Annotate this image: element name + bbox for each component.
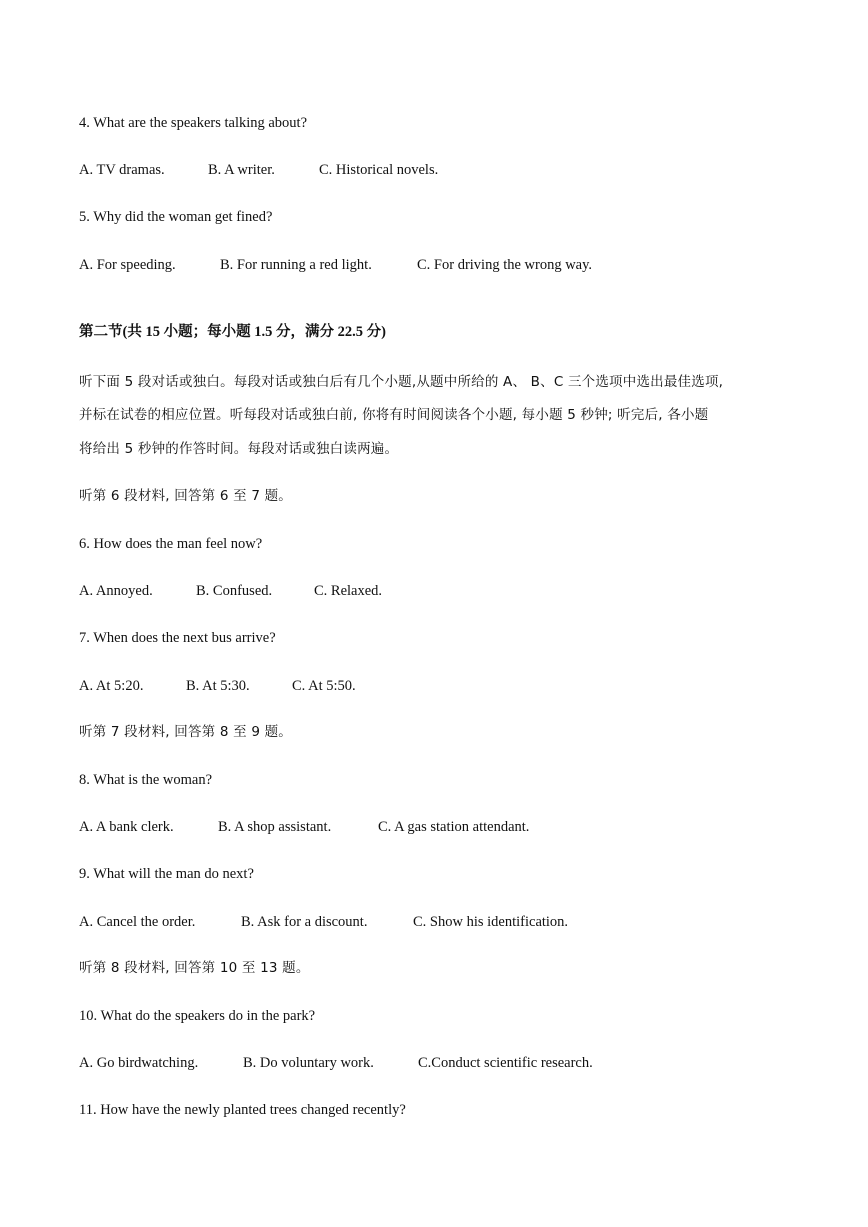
question-6-options [79,582,382,600]
option-a: A. Go birdwatching. [79,1055,199,1071]
option-b: B. Confused. [196,583,273,599]
instruction-line-2: 并标在试卷的相应位置。听每段对话或独白前, 你将有时间阅读各个小题, 每小题 5 秒钟; 听完后, 各小题 [79,407,709,423]
option-a: A. TV dramas. [79,162,165,178]
option-b: B. A writer. [208,162,275,178]
option-c: C.Conduct scientific research. [418,1055,593,1071]
option-b: B. A shop assistant. [218,819,332,835]
instruction-line-1: 听下面 5 段对话或独白。每段对话或独白后有几个小题,从题中所给的 A、 B、C 三个选项中选出最佳选项, [79,374,724,390]
option-c: C. Show his identification. [413,914,569,930]
option-a: A. For speeding. [79,257,176,273]
question-6: 6. How does the man feel now? [79,536,263,552]
question-9: 9. What will the man do next? [79,866,254,882]
question-9-options [79,913,568,931]
option-c: C. At 5:50. [292,678,356,694]
question-7: 7. When does the next bus arrive? [79,630,276,646]
option-a: A. Cancel the order. [79,914,196,930]
question-11: 11. How have the newly planted trees changed recently? [79,1102,406,1118]
section-title: 第二节(共 15 小题；每小题 1.5 分，满分 22.5 分) [79,324,386,340]
group-8-header: 听第 8 段材料, 回答第 10 至 13 题。 [79,960,310,976]
question-5-options [79,256,592,274]
option-b: B. Do voluntary work. [243,1055,374,1071]
option-b: B. Ask for a discount. [241,914,368,930]
option-b: B. For running a red light. [220,257,372,273]
question-4: 4. What are the speakers talking about? [79,115,308,131]
option-b: B. At 5:30. [186,678,250,694]
option-a: A. At 5:20. [79,678,144,694]
question-10: 10. What do the speakers do in the park? [79,1008,316,1024]
option-c: C. A gas station attendant. [378,819,530,835]
option-a: A. A bank clerk. [79,819,174,835]
option-a: A. Annoyed. [79,583,153,599]
option-c: C. Relaxed. [314,583,383,599]
question-4-options [79,161,438,179]
group-6-header: 听第 6 段材料, 回答第 6 至 7 题。 [79,488,292,504]
question-8: 8. What is the woman? [79,772,213,788]
option-c: C. Historical novels. [319,162,439,178]
group-7-header: 听第 7 段材料, 回答第 8 至 9 题。 [79,724,292,740]
option-c: C. For driving the wrong way. [417,257,593,273]
question-8-options [79,818,529,836]
question-7-options [79,677,356,695]
question-5: 5. Why did the woman get fined? [79,209,273,225]
instruction-line-3: 将给出 5 秒钟的作答时间。每段对话或独白读两遍。 [79,441,399,457]
question-10-options [79,1054,593,1072]
